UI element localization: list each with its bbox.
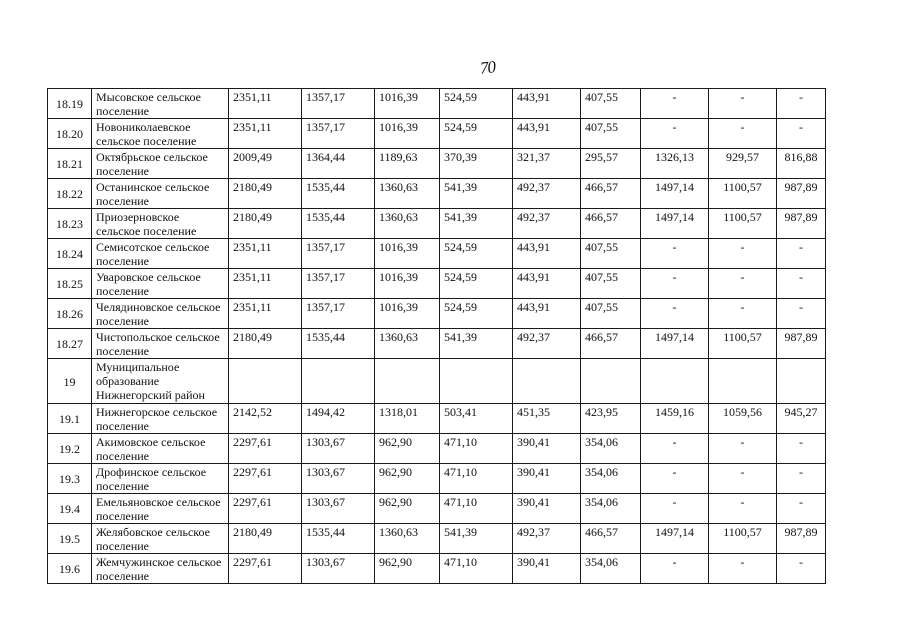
value-cell: 451,35 — [513, 404, 581, 434]
value-cell: - — [709, 239, 777, 269]
row-number-cell: 19.2 — [48, 434, 92, 464]
value-cell: 390,41 — [513, 494, 581, 524]
value-cell: 1100,57 — [709, 329, 777, 359]
value-cell: 390,41 — [513, 554, 581, 584]
value-cell: 492,37 — [513, 524, 581, 554]
value-cell — [777, 359, 826, 404]
tariff-table — [47, 88, 826, 584]
value-cell — [581, 359, 641, 404]
settlement-name-cell: Емельяновское сельское поселение — [92, 494, 229, 524]
value-cell: 929,57 — [709, 149, 777, 179]
value-cell: 1303,67 — [302, 434, 375, 464]
value-cell: - — [709, 89, 777, 119]
value-cell: 2180,49 — [229, 209, 302, 239]
value-cell: 962,90 — [375, 494, 440, 524]
table-row — [48, 434, 826, 464]
row-number-cell: 19.3 — [48, 464, 92, 494]
value-cell: 471,10 — [440, 494, 513, 524]
value-cell: 524,59 — [440, 239, 513, 269]
settlement-name-cell: Мысовское сельское поселение — [92, 89, 229, 119]
value-cell: 987,89 — [777, 209, 826, 239]
value-cell: 2351,11 — [229, 269, 302, 299]
value-cell: 466,57 — [581, 209, 641, 239]
value-cell: 466,57 — [581, 179, 641, 209]
value-cell: 524,59 — [440, 269, 513, 299]
value-cell: 962,90 — [375, 464, 440, 494]
value-cell: 541,39 — [440, 524, 513, 554]
value-cell: 524,59 — [440, 299, 513, 329]
value-cell: 2297,61 — [229, 464, 302, 494]
value-cell: 321,37 — [513, 149, 581, 179]
value-cell: 2180,49 — [229, 179, 302, 209]
value-cell: - — [641, 554, 709, 584]
value-cell: 1497,14 — [641, 179, 709, 209]
value-cell: 2009,49 — [229, 149, 302, 179]
value-cell: 2297,61 — [229, 554, 302, 584]
settlement-name-cell: Дрофинское сельское поселение — [92, 464, 229, 494]
value-cell: 471,10 — [440, 554, 513, 584]
value-cell: - — [777, 494, 826, 524]
value-cell: 503,41 — [440, 404, 513, 434]
value-cell: - — [777, 119, 826, 149]
value-cell: - — [777, 89, 826, 119]
value-cell: 816,88 — [777, 149, 826, 179]
settlement-name-cell: Нижнегорское сельское поселение — [92, 404, 229, 434]
value-cell: 1360,63 — [375, 524, 440, 554]
value-cell: - — [641, 434, 709, 464]
value-cell: 1100,57 — [709, 209, 777, 239]
value-cell: 1357,17 — [302, 119, 375, 149]
settlement-name-cell: Останинское сельское поселение — [92, 179, 229, 209]
value-cell: 2180,49 — [229, 524, 302, 554]
value-cell: 1016,39 — [375, 269, 440, 299]
value-cell: 1016,39 — [375, 89, 440, 119]
value-cell: 2351,11 — [229, 89, 302, 119]
value-cell: 443,91 — [513, 89, 581, 119]
value-cell: - — [777, 269, 826, 299]
value-cell: 1326,13 — [641, 149, 709, 179]
value-cell: - — [709, 119, 777, 149]
row-number-cell: 18.23 — [48, 209, 92, 239]
value-cell: - — [709, 269, 777, 299]
row-number-cell: 18.20 — [48, 119, 92, 149]
value-cell — [513, 359, 581, 404]
table-row — [48, 494, 826, 524]
settlement-name-cell: Муниципальное образование Нижнегорский район — [92, 359, 229, 404]
table-row — [48, 359, 826, 404]
value-cell: 1189,63 — [375, 149, 440, 179]
value-cell: 1360,63 — [375, 329, 440, 359]
value-cell: 354,06 — [581, 554, 641, 584]
table-row — [48, 554, 826, 584]
value-cell: 407,55 — [581, 239, 641, 269]
value-cell: 492,37 — [513, 179, 581, 209]
value-cell: 1303,67 — [302, 554, 375, 584]
value-cell: 2351,11 — [229, 119, 302, 149]
table-row — [48, 119, 826, 149]
row-number-cell: 19.1 — [48, 404, 92, 434]
value-cell: 1318,01 — [375, 404, 440, 434]
value-cell: - — [777, 239, 826, 269]
value-cell: 370,39 — [440, 149, 513, 179]
value-cell: - — [641, 464, 709, 494]
settlement-name-cell: Жемчужинское сельское поселение — [92, 554, 229, 584]
value-cell — [709, 359, 777, 404]
value-cell — [641, 359, 709, 404]
value-cell: 471,10 — [440, 464, 513, 494]
value-cell: 2297,61 — [229, 494, 302, 524]
value-cell — [302, 359, 375, 404]
value-cell: 492,37 — [513, 209, 581, 239]
value-cell: 541,39 — [440, 179, 513, 209]
table-row — [48, 299, 826, 329]
value-cell: 407,55 — [581, 89, 641, 119]
table-row — [48, 209, 826, 239]
row-number-cell: 19.6 — [48, 554, 92, 584]
value-cell — [375, 359, 440, 404]
value-cell: 1357,17 — [302, 269, 375, 299]
value-cell: - — [777, 464, 826, 494]
value-cell: 2180,49 — [229, 329, 302, 359]
value-cell: 1459,16 — [641, 404, 709, 434]
value-cell: 1357,17 — [302, 239, 375, 269]
value-cell: 2297,61 — [229, 434, 302, 464]
table-row — [48, 329, 826, 359]
value-cell: 987,89 — [777, 179, 826, 209]
value-cell: 354,06 — [581, 464, 641, 494]
value-cell: 1016,39 — [375, 119, 440, 149]
row-number-cell: 18.27 — [48, 329, 92, 359]
value-cell: 295,57 — [581, 149, 641, 179]
value-cell: 1497,14 — [641, 524, 709, 554]
row-number-cell: 18.24 — [48, 239, 92, 269]
settlement-name-cell: Новониколаевское сельское поселение — [92, 119, 229, 149]
value-cell: - — [641, 89, 709, 119]
value-cell: 466,57 — [581, 329, 641, 359]
value-cell: 354,06 — [581, 494, 641, 524]
value-cell: 407,55 — [581, 269, 641, 299]
value-cell: 541,39 — [440, 209, 513, 239]
value-cell: 407,55 — [581, 119, 641, 149]
settlement-name-cell: Акимовское сельское поселение — [92, 434, 229, 464]
row-number-cell: 18.21 — [48, 149, 92, 179]
row-number-cell: 19 — [48, 359, 92, 404]
value-cell: 945,27 — [777, 404, 826, 434]
value-cell: 390,41 — [513, 434, 581, 464]
value-cell: - — [709, 299, 777, 329]
value-cell: - — [709, 494, 777, 524]
value-cell: - — [709, 554, 777, 584]
row-number-cell: 19.5 — [48, 524, 92, 554]
value-cell: - — [709, 464, 777, 494]
settlement-name-cell: Приозерновское сельское поселение — [92, 209, 229, 239]
value-cell: 1497,14 — [641, 329, 709, 359]
value-cell: - — [777, 299, 826, 329]
value-cell: 1364,44 — [302, 149, 375, 179]
table-row — [48, 269, 826, 299]
value-cell: 1016,39 — [375, 299, 440, 329]
value-cell: 962,90 — [375, 434, 440, 464]
value-cell: 390,41 — [513, 464, 581, 494]
row-number-cell: 18.22 — [48, 179, 92, 209]
value-cell: 524,59 — [440, 89, 513, 119]
value-cell: 466,57 — [581, 524, 641, 554]
table-body — [48, 89, 826, 584]
value-cell: 1303,67 — [302, 464, 375, 494]
value-cell: 1360,63 — [375, 179, 440, 209]
value-cell: 1303,67 — [302, 494, 375, 524]
table-row — [48, 524, 826, 554]
settlement-name-cell: Желябовское сельское поселение — [92, 524, 229, 554]
value-cell: 443,91 — [513, 239, 581, 269]
value-cell: 1535,44 — [302, 179, 375, 209]
value-cell: 443,91 — [513, 299, 581, 329]
value-cell: 443,91 — [513, 269, 581, 299]
value-cell: - — [641, 119, 709, 149]
page-number: 70 — [478, 57, 496, 78]
value-cell: 962,90 — [375, 554, 440, 584]
settlement-name-cell: Челядиновское сельское поселение — [92, 299, 229, 329]
value-cell: 1497,14 — [641, 209, 709, 239]
row-number-cell: 18.25 — [48, 269, 92, 299]
table-row — [48, 464, 826, 494]
value-cell: 1059,56 — [709, 404, 777, 434]
value-cell: 1360,63 — [375, 209, 440, 239]
settlement-name-cell: Чистопольское сельское поселение — [92, 329, 229, 359]
value-cell: - — [641, 269, 709, 299]
table-row — [48, 149, 826, 179]
table-row — [48, 239, 826, 269]
value-cell: 1016,39 — [375, 239, 440, 269]
value-cell: 524,59 — [440, 119, 513, 149]
value-cell: 1357,17 — [302, 299, 375, 329]
value-cell: 1535,44 — [302, 524, 375, 554]
value-cell: 2142,52 — [229, 404, 302, 434]
value-cell: - — [641, 239, 709, 269]
row-number-cell: 18.19 — [48, 89, 92, 119]
value-cell: 1100,57 — [709, 179, 777, 209]
row-number-cell: 18.26 — [48, 299, 92, 329]
value-cell — [229, 359, 302, 404]
table-row — [48, 404, 826, 434]
value-cell: 2351,11 — [229, 239, 302, 269]
value-cell: 2351,11 — [229, 299, 302, 329]
value-cell: 423,95 — [581, 404, 641, 434]
settlement-name-cell: Семисотское сельское поселение — [92, 239, 229, 269]
value-cell: - — [641, 299, 709, 329]
table-row — [48, 89, 826, 119]
value-cell: 354,06 — [581, 434, 641, 464]
table-row — [48, 179, 826, 209]
value-cell: - — [777, 434, 826, 464]
value-cell: 492,37 — [513, 329, 581, 359]
value-cell: 987,89 — [777, 524, 826, 554]
value-cell: 1357,17 — [302, 89, 375, 119]
settlement-name-cell: Уваровское сельское поселение — [92, 269, 229, 299]
value-cell: 1494,42 — [302, 404, 375, 434]
row-number-cell: 19.4 — [48, 494, 92, 524]
value-cell: 1100,57 — [709, 524, 777, 554]
settlement-name-cell: Октябрьское сельское поселение — [92, 149, 229, 179]
value-cell: 987,89 — [777, 329, 826, 359]
value-cell: 407,55 — [581, 299, 641, 329]
value-cell: - — [709, 434, 777, 464]
value-cell: - — [641, 494, 709, 524]
value-cell: 541,39 — [440, 329, 513, 359]
value-cell: 443,91 — [513, 119, 581, 149]
value-cell: 1535,44 — [302, 209, 375, 239]
value-cell: - — [777, 554, 826, 584]
value-cell — [440, 359, 513, 404]
value-cell: 1535,44 — [302, 329, 375, 359]
value-cell: 471,10 — [440, 434, 513, 464]
